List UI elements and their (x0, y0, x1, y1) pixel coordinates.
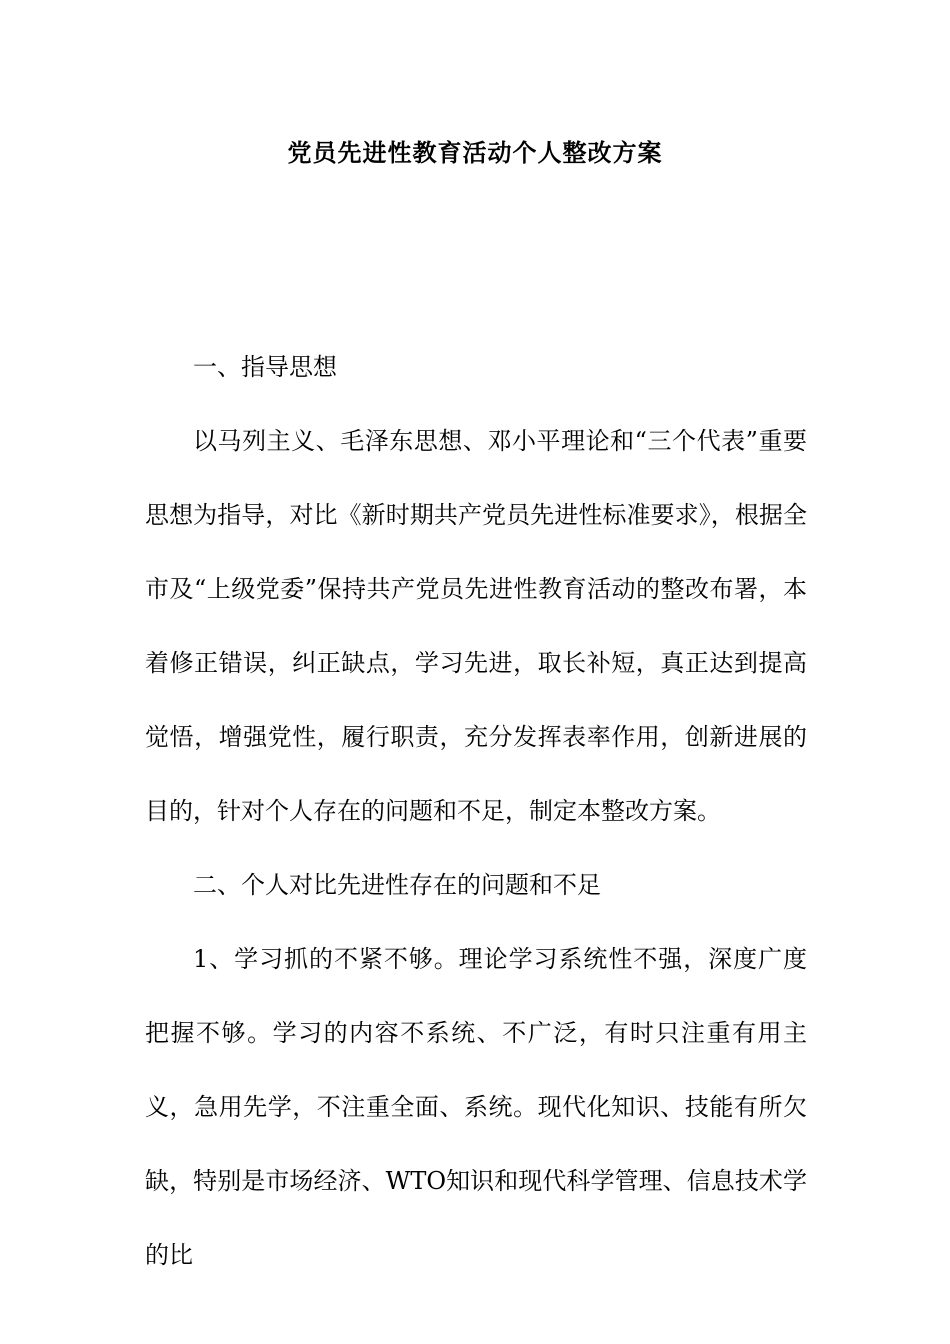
document-body (145, 330, 807, 1292)
document-title: 党员先进性教育活动个人整改方案 (287, 138, 663, 167)
section-heading-problems: 二、个人对比先进性存在的问题和不足 (193, 871, 601, 899)
paragraph-guiding-ideology: 以马列主义、毛泽东思想、邓小平理论和“三个代表”重要思想为指导，对比《新时期共产党员先进性标准要求》，根据全市及“上级党委”保持共产党员先进性教育活动的整改布署，本着修正错误，纠正缺点，学习先进，取长补短，真正达到提高觉悟，增强党性，履行职责，充分发挥表率作用，创新进展的目的，针对个人存在的问题和不足，制定本整改方案。 (145, 427, 807, 825)
paragraph-problem-1: 1、学习抓的不紧不够。理论学习系统性不强，深度广度把握不够。学习的内容不系统、不广泛，有时只注重有用主义，急用先学，不注重全面、系统。现代化知识、技能有所欠缺，特别是市场经济、WTO知识和现代科学管理、信息技术学的比 (145, 945, 807, 1269)
section-heading-guiding-ideology: 一、指导思想 (193, 353, 337, 381)
